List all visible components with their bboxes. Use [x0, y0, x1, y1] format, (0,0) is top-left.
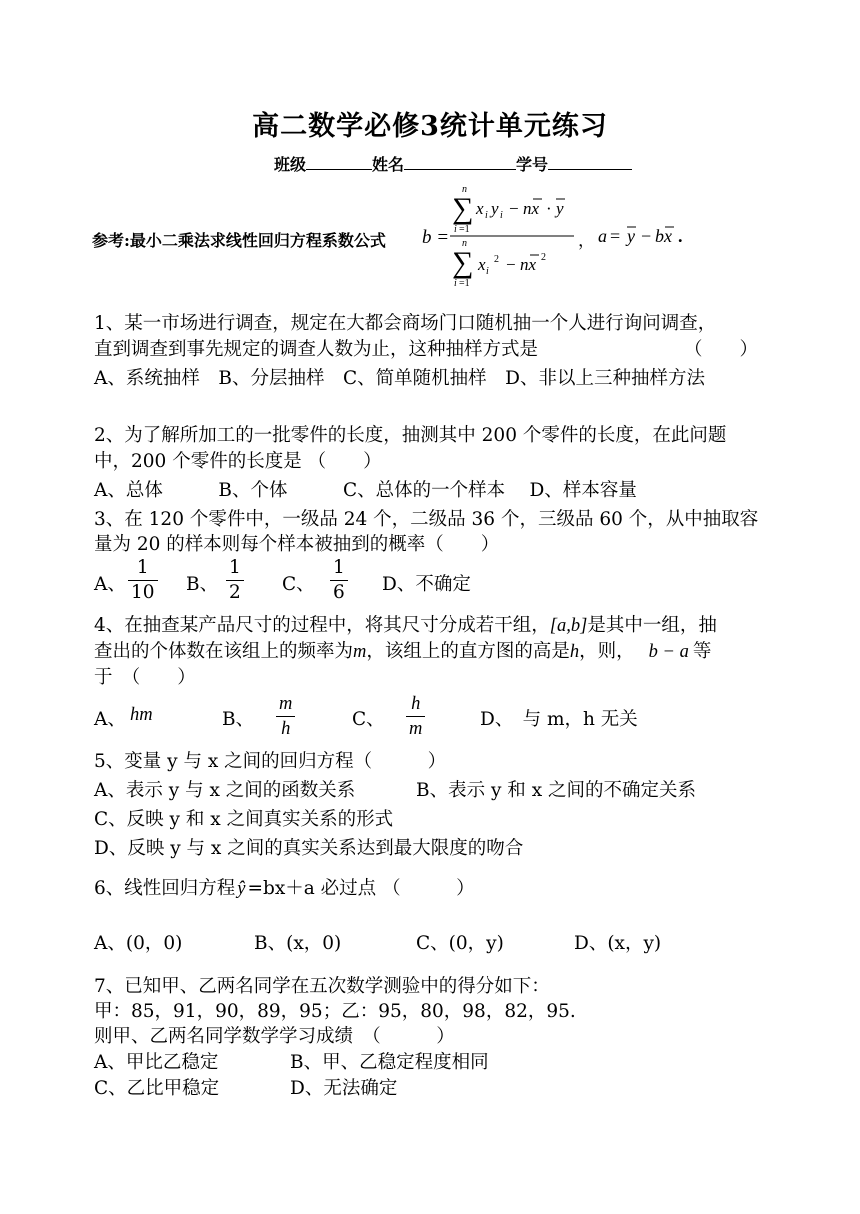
- q4-h: h: [569, 642, 580, 662]
- svg-text:−: −: [641, 226, 652, 246]
- q2-line1: 2、为了解所加工的一批零件的长度，抽测其中 200 个零件的长度，在此问题: [94, 425, 727, 446]
- q7-line3: 则甲、乙两名同学数学学习成绩 （ ）: [94, 1026, 455, 1047]
- svg-text:n: n: [462, 238, 467, 249]
- svg-text:y: y: [491, 199, 499, 218]
- q3-option-c-fraction: [330, 556, 348, 605]
- q6-option-c: C、(0，y): [416, 933, 504, 954]
- svg-text:2: 2: [494, 254, 499, 265]
- q6-option-a: A、(0，0): [94, 933, 183, 954]
- svg-text:i: i: [486, 266, 489, 277]
- q4-line1-part2: 是其中一组，抽: [587, 615, 717, 636]
- q4-line2-part4: 等: [692, 641, 712, 662]
- svg-text:=1: =1: [459, 278, 470, 289]
- q4-option-a-label: A、: [94, 709, 126, 730]
- svg-text:∑: ∑: [452, 192, 474, 225]
- id-blank: [548, 153, 632, 170]
- svg-text:y: y: [627, 226, 635, 246]
- q1-answer-paren: （ ）: [684, 339, 759, 360]
- q3-option-d: D、不确定: [382, 574, 471, 595]
- q3-option-a-denominator: 10: [131, 582, 155, 603]
- q4-option-a-value: hm: [130, 705, 153, 725]
- svg-text:bx: bx: [655, 226, 672, 246]
- regression-slope-formula: [448, 184, 588, 296]
- svg-text:·: ·: [546, 199, 552, 218]
- q4-option-c-denominator: m: [409, 719, 423, 739]
- q1-options: A、系统抽样 B、分层抽样 C、简单随机抽样 D、非以上三种抽样方法: [94, 368, 705, 389]
- svg-text:.: .: [678, 226, 683, 246]
- svg-text:n: n: [462, 184, 467, 195]
- q4-option-b-denominator: h: [281, 719, 291, 739]
- q4-line2: [94, 637, 711, 663]
- q3-option-c-numerator: 1: [330, 556, 348, 581]
- q4-option-b-fraction: [276, 692, 295, 741]
- q3-option-b-denominator: 2: [229, 582, 241, 603]
- q4-option-c-numerator: h: [406, 692, 425, 717]
- q5-option-b: B、表示 y 和 x 之间的不确定关系: [416, 780, 697, 801]
- svg-text:i: i: [485, 210, 488, 221]
- q6-line1-part2: =bx＋a 必过点 （ ）: [247, 878, 475, 899]
- svg-text:x: x: [478, 255, 486, 274]
- q6-line1-part1: 6、线性回归方程: [94, 878, 236, 899]
- svg-text:i: i: [454, 224, 457, 235]
- formula-separator: ，: [578, 231, 595, 251]
- student-info-line: [274, 152, 632, 175]
- q7-scores: 甲：85，91，90，89，95；乙：95，80，98，82，95.: [94, 1001, 576, 1022]
- formula-b-lhs: b =: [422, 227, 450, 248]
- q5-option-c: C、反映 y 和 x 之间真实关系的形式: [94, 809, 394, 830]
- regression-intercept-formula: [596, 220, 706, 250]
- q4-line2-part1: 查出的个体数在该组上的频率为: [94, 641, 354, 662]
- svg-text:i: i: [454, 278, 457, 289]
- q4-line2-part2: ，该组上的直方图的高是: [366, 641, 570, 662]
- q4-option-c-label: C、: [352, 709, 385, 730]
- svg-text:y: y: [556, 199, 564, 218]
- formula-prefix: 参考:最小二乘法求线性回归方程系数公式: [92, 231, 386, 250]
- svg-text:nx: nx: [523, 199, 540, 218]
- q4-line2-part3: ，则，: [579, 641, 635, 662]
- q7-line1: 7、已知甲、乙两名同学在五次数学测验中的得分如下：: [94, 976, 550, 997]
- q4-option-c-fraction: [406, 692, 425, 741]
- name-label: 姓名: [372, 155, 405, 174]
- q7-option-b: B、甲、乙稳定程度相同: [290, 1052, 489, 1073]
- q4-option-b-numerator: m: [276, 692, 295, 717]
- q4-line1: [94, 611, 717, 637]
- svg-text:nx: nx: [520, 255, 537, 274]
- svg-text:x: x: [476, 199, 484, 218]
- q2-options: A、总体 B、个体 C、总体的一个样本 D、样本容量: [94, 480, 637, 501]
- q6-line1: [94, 874, 475, 900]
- q5-option-d: D、反映 y 与 x 之间的真实关系达到最大限度的吻合: [94, 838, 524, 859]
- q3-line2: 量为 20 的样本则每个样本被抽到的概率（ ）: [94, 534, 500, 555]
- svg-text:=: =: [610, 226, 621, 246]
- svg-text:a: a: [598, 226, 607, 246]
- q4-option-d: D、 与 m，h 无关: [480, 709, 638, 730]
- svg-text:=1: =1: [459, 224, 470, 235]
- svg-text:i: i: [500, 210, 503, 221]
- q2-line2: 中，200 个零件的长度是 （ ）: [94, 451, 382, 472]
- svg-text:−: −: [506, 255, 516, 274]
- q4-option-b-label: B、: [222, 709, 255, 730]
- q1-line1: 1、某一市场进行调查，规定在大都会商场门口随机抽一个人进行询问调查，: [94, 313, 717, 334]
- class-label: 班级: [274, 155, 307, 174]
- svg-text:−: −: [509, 199, 519, 218]
- q7-option-a: A、甲比乙稳定: [94, 1052, 219, 1073]
- q3-option-b-numerator: 1: [226, 556, 244, 581]
- name-blank: [404, 153, 516, 170]
- q4-line1-part1: 4、在抽查某产品尺寸的过程中，将其尺寸分成若干组，: [94, 615, 550, 636]
- q3-option-a-numerator: 1: [128, 556, 158, 581]
- q7-option-c: C、乙比甲稳定: [94, 1078, 220, 1099]
- q6-option-b: B、(x，0): [254, 933, 342, 954]
- q5-line1: 5、变量 y 与 x 之间的回归方程（ ）: [94, 751, 447, 772]
- q3-line1: 3、在 120 个零件中，一级品 24 个，二级品 36 个，三级品 60 个，从中抽取容: [94, 509, 759, 530]
- q4-b-minus-a: b − a: [648, 642, 689, 662]
- q3-option-a-fraction: [128, 556, 158, 605]
- page-title: 高二数学必修3统计单元练习: [252, 111, 608, 142]
- svg-text:2: 2: [541, 252, 546, 263]
- q3-option-b-label: B、: [186, 574, 219, 595]
- q3-option-c-label: C、: [282, 574, 315, 595]
- svg-text:∑: ∑: [452, 246, 474, 279]
- q4-m: m: [353, 642, 367, 662]
- q1-line2: 直到调查到事先规定的调查人数为止，这种抽样方式是: [94, 339, 539, 360]
- q3-option-c-denominator: 6: [333, 582, 345, 603]
- q6-option-d: D、(x，y): [574, 933, 662, 954]
- q3-option-a-label: A、: [94, 574, 126, 595]
- q5-option-a: A、表示 y 与 x 之间的函数关系: [94, 780, 356, 801]
- q4-line3: 于 （ ）: [94, 667, 196, 688]
- q7-option-d: D、无法确定: [290, 1078, 398, 1099]
- id-label: 学号: [516, 155, 549, 174]
- q4-interval: [a,b]: [549, 616, 588, 636]
- q6-y-hat: ŷ: [237, 879, 246, 899]
- class-blank: [306, 153, 372, 170]
- q3-option-b-fraction: [226, 556, 244, 605]
